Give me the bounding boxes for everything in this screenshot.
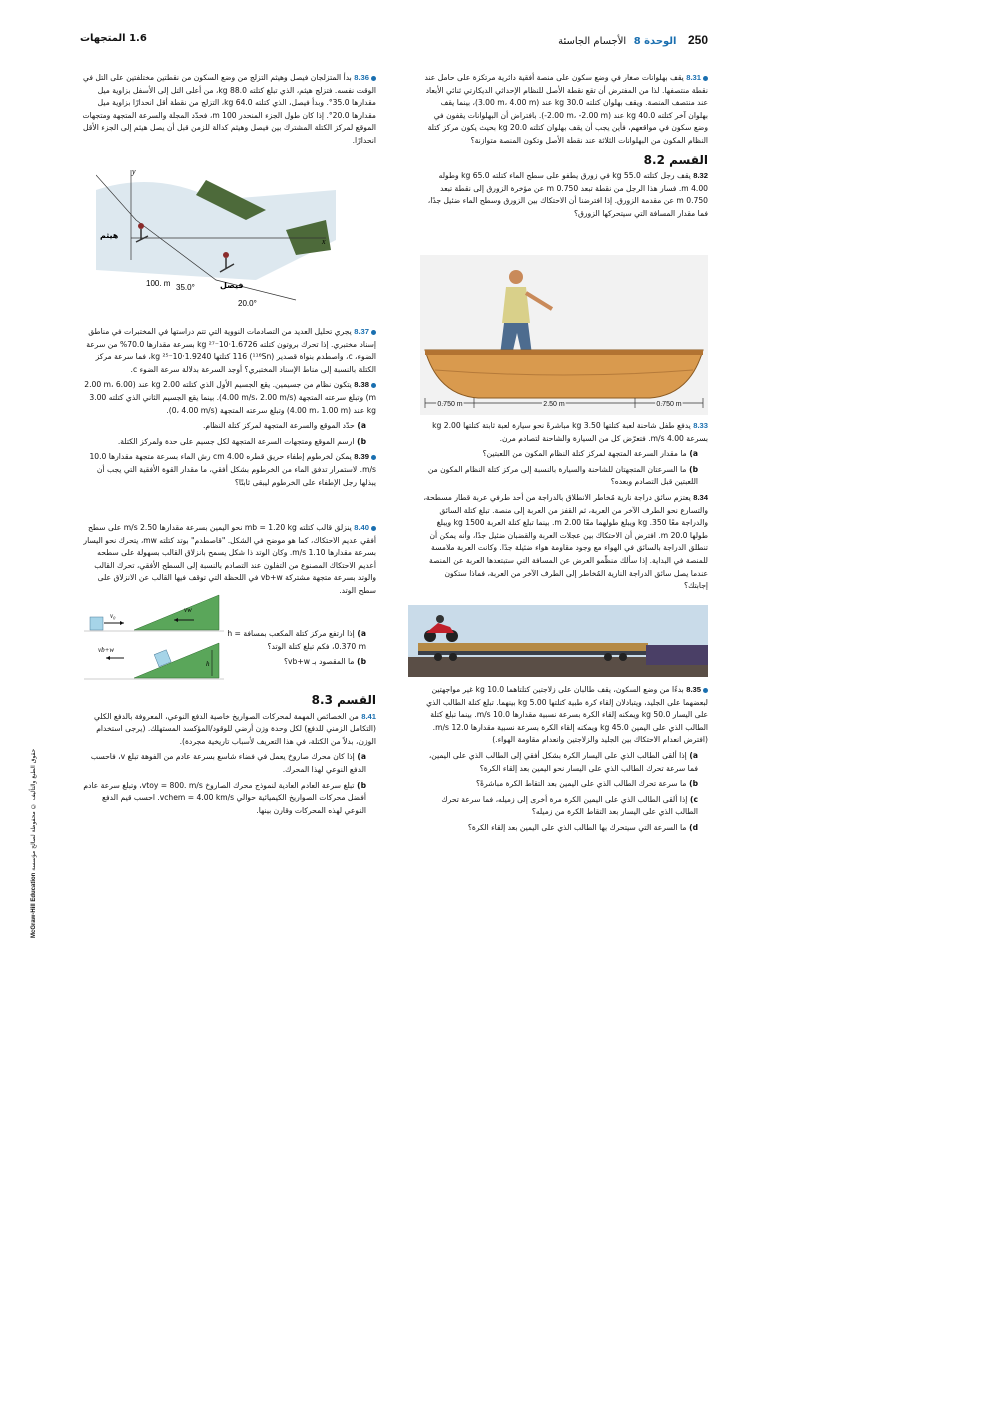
rights-text: حقوق الطبع والتأليف © محفوظة لصالح مؤسسة — [30, 748, 37, 871]
flatcar-deck — [418, 643, 648, 651]
problem-8-35-a: a) إذا ألقى الطالب الذي على اليسار الكرة بشكل أفقي إلى الطالب الذي على اليمين، فما سرعة تحرك الطالب الذي على اليسار نحو اليمين بعد إلقاء الكرة؟ — [428, 750, 698, 773]
boat-label-mid: 2.50 m — [543, 401, 565, 408]
v0-label: v₀ — [110, 612, 116, 620]
problem-8-39: 8.39 يمكن لخرطوم إطفاء حريق قطره 4.00 cm رش الماء بسرعة متجهة مقدارها 10.0 m/s. لاستمرار تدفق الماء من الخرطوم بشكل أفقي، ما مقدار القوة الأفقية التي يجب أن يبذلها رجل الإطفاء على الخرطوم ليبقى ثابتًا؟ — [89, 452, 376, 487]
vbw-label: vb+w — [98, 646, 114, 654]
train-car-figure — [408, 605, 708, 677]
boat-label-left: 0.750 m — [437, 401, 463, 408]
section-8-2-title: القسم 8.2 — [643, 152, 708, 167]
left-column-840 — [80, 522, 376, 601]
publisher-name: McGraw-Hill Education — [31, 872, 37, 938]
problem-8-35: 8.35 بدءًا من وضع السكون، يقف طالبان على زلاجتين كتلتاهما 10.0 kg غير مواجهتين لبعضهما على الجليد، ويتبادلان إلقاء كرة طبية كتلتها 5.00 kg بينهما. تبلغ كتلة الطالب الذي على اليسار 50.0 kg ويمكنه إلقاء الكرة بسرعة نسبية مقدارها 10.0 m/s. بينما تبلغ كتلة الطالب الذي على اليمين 45.0 kg ويمكنه إلقاء الكرة بسرعة نسبية مقدارها 12.0 m/s. (افترض انعدام الاحتكاك بين الجليد والزلاجتين وانعدام مقاومة الهواء.) — [426, 685, 708, 745]
problem-8-31: 8.31 يقف بهلوانات صغار في وضع سكون على منصة أفقية دائرية مرتكزة على حامل عند نقطة منتصفها. لذا من المفترض أن تقع نقطة الأصل للنظام الإحداثي الديكارتي ثنائي الأبعاد عند منتصف المنصة. ويقف بهلوان كتلته 30.0 kg عند (‎3.00 m، 4.00 m)، بينما يقف بهلوان آخر كتلته 40.0 kg عند (‎-2.00 m، -2.00 m). بافتراض أن البهلوانات يقفون في وضع سكون في مواقعهم، فأين يجب أن يقف بهلوان كتلته 20.0 kg بحيث يكون مركز كتلة النظام المكون من البهلوانات الثلاثة عند نقطة الأصل وتكون المنصة متوازنة؟ — [424, 73, 708, 145]
problem-8-41: 8.41 من الخصائص المهمة لمحركات الصواريخ خاصية الدفع النوعي، المعروفة بالدفع الكلي (التكامل الزمني للدفع) لكل وحدة وزن أرضي للوقود/المؤكسد المستهلك. (يرجى استخدام الوزن، بدلاً من الكتلة، في هذا التعريف لأسباب تاريخية مجردة). — [94, 711, 376, 746]
right-column-bottom — [420, 684, 708, 838]
page-number: 250 — [687, 33, 708, 47]
faisal-skier — [223, 252, 229, 258]
unit-title: الأجسام الجاسئة — [558, 36, 627, 47]
boat-hull — [425, 350, 703, 398]
left-column-top — [80, 72, 376, 151]
angle-35-label: 35.0° — [176, 283, 195, 292]
angle-20-label: 20.0° — [238, 299, 257, 308]
problem-8-36: 8.36 بدأ المتزلجان فيصل وهيثم التزلج من وضع السكون من نقطتين مختلفتين على التل في الوقت نفسه. فتزلج هيثم، الذي تبلغ كتلته 88.0 kg، من أعلى التل إلى الأسفل بزاوية ميل مقدارها 35.0°. وبدأ فيصل، الذي كتلته 64.0 kg، التزلج من نقطة أقل انحدارًا بزاوية ميل مقدارها 20.0°. إذا كان طول الجزء المنحدر 100 m، فحدّد المجلة والسرعة المتجهة ومتجهات الموقع لمركز الكتلة المشترك بين فيصل وهيثم كدالة للزمن قبل أن يصل هيثم إلى الجزء الأقل انحدارًا. — [82, 73, 376, 145]
problem-8-41-b: b) تبلغ سرعة العادم العادية لنموذج محرك الصاروخ vtoy = 800. m/s، وتبلغ سرعة عادم أفضل محركات الصواريخ الكيميائية حوالي vchem = 4.00 km/s. احسب قيم الدفع النوعي لهذه المحركات وقارن بينها. — [83, 780, 366, 815]
wedge-figure — [84, 590, 224, 690]
rider-helmet — [436, 615, 444, 623]
problem-8-38-a: a) حدّد الموقع والسرعة المتجهة لمركز كتلة النظام. — [202, 421, 366, 431]
problem-8-33-b: b) ما السرعتان المتجهتان للشاحنة والسيارة بالنسبة إلى مركز كتلة النظام المكون من اللعبتين قبل التصادم وبعده؟ — [427, 464, 698, 487]
ski-slope-figure — [96, 160, 336, 322]
problem-8-35-d: d) ما السرعة التي سيتحرك بها الطالب الذي على اليمين بعد إلقاء الكرة؟ — [467, 822, 698, 832]
haitham-label: هيثم — [100, 231, 119, 240]
problem-8-32: 8.32 يقف رجل كتلته 55.0 kg في زورق يطفو على سطح الماء كتلته 65.0 kg وطوله 4.00 m. فسار هذا الرجل من نقطة تبعد 0.750 m عن مؤخرة الزورق إلى نقطة تبعد 0.750 m عن مقدمة الزورق. إذا افترضنا أن الاحتكاك بين الزورق وسطح الماء ضئيل جدًا، فما مقدار المسافة التي سيتحركها الزورق؟ — [427, 171, 708, 218]
right-column-mid — [420, 420, 708, 596]
problem-8-38-b: b) ارسم الموقع ومتجهات السرعة المتجهة لكل جسيم على حدة ولمركز الكتلة. — [117, 436, 366, 446]
problem-8-40-b: b) ما المقصود بـ vb+w؟ — [284, 657, 366, 667]
unit-label: الوحدة 8 — [633, 36, 677, 47]
problem-8-41-a: a) إذا كان محرك صاروخ يعمل في فضاء شاسع بسرعة عادم من الفوهة تبلغ v، فاحسب الدفع النوعي لهذا المحرك. — [90, 752, 366, 774]
y-axis-label: y — [132, 167, 136, 176]
haitham-skier — [138, 223, 144, 229]
vw-label: vw — [184, 606, 192, 614]
problem-8-40-a: a) إذا ارتفع مركز كتلة المكعب بمسافة h = 0.370 m، فكم تبلغ كتلة الوتد؟ — [227, 629, 366, 651]
right-column — [420, 72, 708, 224]
section-header: 1.6 المتجهات — [80, 33, 147, 44]
left-column-bottom — [80, 688, 376, 820]
boat-label-right: 0.750 m — [656, 401, 682, 408]
section-8-3-title: القسم 8.3 — [311, 693, 376, 707]
left-column-mid — [80, 326, 376, 492]
x-axis-label: x — [322, 237, 326, 246]
problem-8-33-a: a) ما مقدار السرعة المتجهة لمركز كتلة النظام المكون من اللعبتين؟ — [482, 449, 698, 459]
faisal-label: فيصل — [220, 281, 244, 290]
problem-8-38: 8.38 يتكون نظام من جسيمين. يقع الجسيم الأول الذي كتلته 2.00 kg عند (‎2.00 m، 6.00 m) وتبلغ سرعته المتجهة (‎4.00 m/s، 2.00 m/s). بينما يقع الجسيم الثاني الذي كتلته 3.00 kg عند (‎4.00 m، 1.00 m) وتبلغ سرعته المتجهة (‎0، 4.00 m/s). — [84, 380, 376, 415]
man-head — [509, 270, 523, 284]
problem-8-34: 8.34 يعتزم سائق دراجة نارية مُخاطر الانطلاق بالدراجة من أحد طرفي عربة قطار مسطحة، والتسارع نحو الطرف الآخر من العربة، ثم القفز من العربة إلى منصة. تبلغ كتلة السائق والدراجة معًا 350. kg ويبلغ طولهما معًا 2.00 m. بينما تبلغ كتلة العربة 1500 kg ويبلغ طولها 20.0 m. افترض أن الاحتكاك بين عجلات العربة والقضبان ضئيل جدًا، وأنه يمكن أن تنطلق الدراجة بالسائق في الهواء مع وجود مقاومة هواء ضئيلة جدًا. وكانت العربة ملامسة للمنصة في البداية. إذا سألك منظّمو العرض عن المسافة التي ستبتعدها العربة عن المنصة عندما يصل سائق الدراجة النارية المُخاطر إلى الطرف الآخر من العربة، فماذا ستكون إجابتك؟ — [423, 492, 708, 591]
problem-8-35-b: b) ما سرعة تحرك الطالب الذي على اليمين بعد التقاط الكرة مباشرةً؟ — [475, 779, 698, 789]
problem-8-37: 8.37 يجري تحليل العديد من التصادمات النووية التي تتم دراستها في المختبرات في مناطق إسناد مختبري. إذا تحرك بروتون كتلته 1.6726·10⁻²⁷ kg بسرعة مقدارها 70.0% من سرعة الضوء، c، واصطدم بنواة قصدير (¹¹⁶Sn) 116 كتلتها 1.9240·10⁻²⁵ kg، فما سرعة مركز الكتلة بالنسبة إلى مناط الإسناد المختبري؟ أوجد السرعة بدلالة سرعة الضوء c. — [86, 327, 376, 374]
left-column-840-sub — [226, 628, 376, 672]
problem-8-35-c: c) إذا ألقى الطالب الذي على اليمين الكرة مرة أخرى إلى زميله، فما سرعة تحرك الطالب الذي على اليسار بعد التقاط الكرة من زميله؟ — [441, 794, 698, 817]
distance-label: 100. m — [146, 279, 171, 288]
spine-credit — [30, 698, 38, 938]
problem-8-40: 8.40 ينزلق قالب كتلته mb = 1.20 kg نحو اليمين بسرعة مقدارها 2.50 m/s على سطح أفقي عديم الاحتكاك، كما هو موضح في الشكل. "قاصطدم" بوتد كتلته mw، يتحرك نحو اليسار بسرعة مقدارها 1.10 m/s. وكان الوتد ذا شكل يسمح بانزلاق القالب بسهولة على سطحه أعديم الاحتكاك المصنوع من التفلون عند التصادم بالنسبة إلى السطح الأفقي، تحرك القالب والوتد بسرعة متجهة مشتركة vb+w في اللحظة التي توقف فيها القالب عن الانزلاق على سطح الوتد. — [83, 523, 376, 595]
platform — [646, 645, 708, 665]
wedge-top — [134, 595, 219, 630]
boat-rim — [425, 350, 703, 355]
man-shirt — [502, 287, 530, 323]
page-header — [556, 33, 708, 47]
block-top — [90, 617, 103, 630]
problem-8-33: 8.33 يدفع طفل شاحنة لعبة كتلتها 3.50 kg مباشرةً نحو سيارة لعبة ثابتة كتلتها 2.00 kg بسرعة 4.00 m/s. فتعرّض كل من السيارة والشاحنة لتصادم مرن. — [432, 421, 708, 443]
h-label: h — [206, 660, 210, 668]
boat-figure — [420, 255, 708, 415]
